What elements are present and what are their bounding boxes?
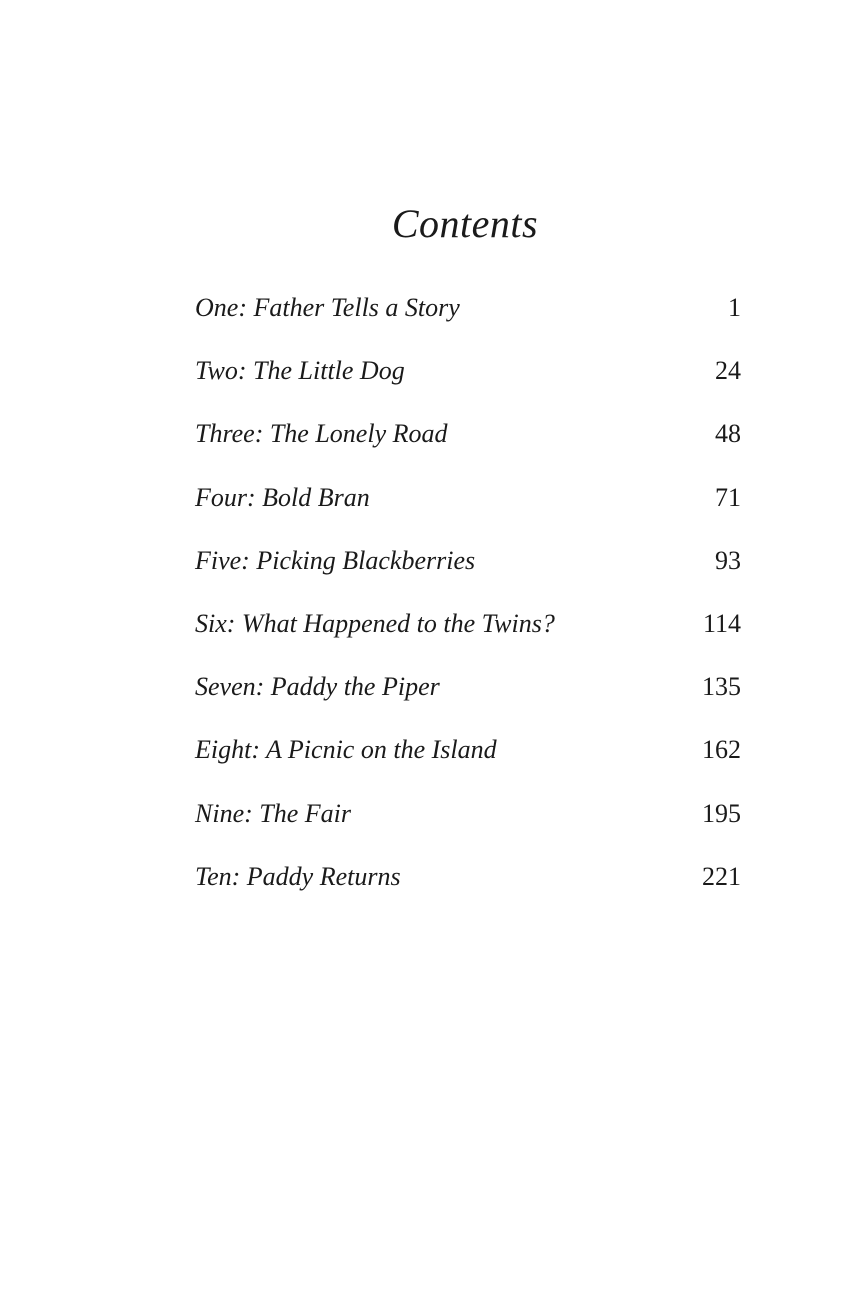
- toc-entry[interactable]: [195, 786, 741, 849]
- chapter-page-number: 24: [715, 356, 741, 386]
- toc-entry[interactable]: [195, 470, 741, 533]
- toc-entry[interactable]: [195, 659, 741, 722]
- chapter-title: Seven: Paddy the Piper: [195, 672, 440, 702]
- chapter-page-number: 135: [702, 672, 741, 702]
- chapter-page-number: 1: [728, 293, 741, 322]
- toc-entry[interactable]: [195, 343, 741, 406]
- page-title: Contents: [391, 201, 539, 246]
- chapter-title: Two: The Little Dog: [195, 356, 405, 386]
- toc-entry[interactable]: [195, 722, 741, 785]
- chapter-page-number: 93: [715, 545, 741, 575]
- toc-entry[interactable]: [195, 849, 741, 912]
- chapter-page-number: 221: [702, 861, 741, 891]
- chapter-page-number: 195: [702, 798, 741, 828]
- toc-entry[interactable]: [195, 406, 741, 469]
- chapter-title: Ten: Paddy Returns: [195, 861, 401, 891]
- chapter-title: Nine: The Fair: [195, 798, 351, 828]
- chapter-page-number: 114: [702, 608, 741, 638]
- chapter-title: Eight: A Picnic on the Island: [195, 735, 497, 765]
- chapter-title: Three: The Lonely Road: [195, 419, 448, 449]
- chapter-page-number: 71: [715, 482, 741, 512]
- chapter-title: Six: What Happened to the Twins?: [195, 608, 555, 638]
- toc-entry[interactable]: [195, 596, 741, 659]
- toc-entry[interactable]: [195, 533, 741, 596]
- chapter-title: Four: Bold Bran: [195, 482, 370, 512]
- toc-entry[interactable]: [195, 280, 741, 343]
- chapter-page-number: 162: [702, 735, 741, 765]
- chapter-title: One: Father Tells a Story: [195, 293, 460, 322]
- table-of-contents: [195, 280, 741, 912]
- chapter-title: Five: Picking Blackberries: [195, 545, 476, 575]
- chapter-page-number: 48: [715, 419, 741, 449]
